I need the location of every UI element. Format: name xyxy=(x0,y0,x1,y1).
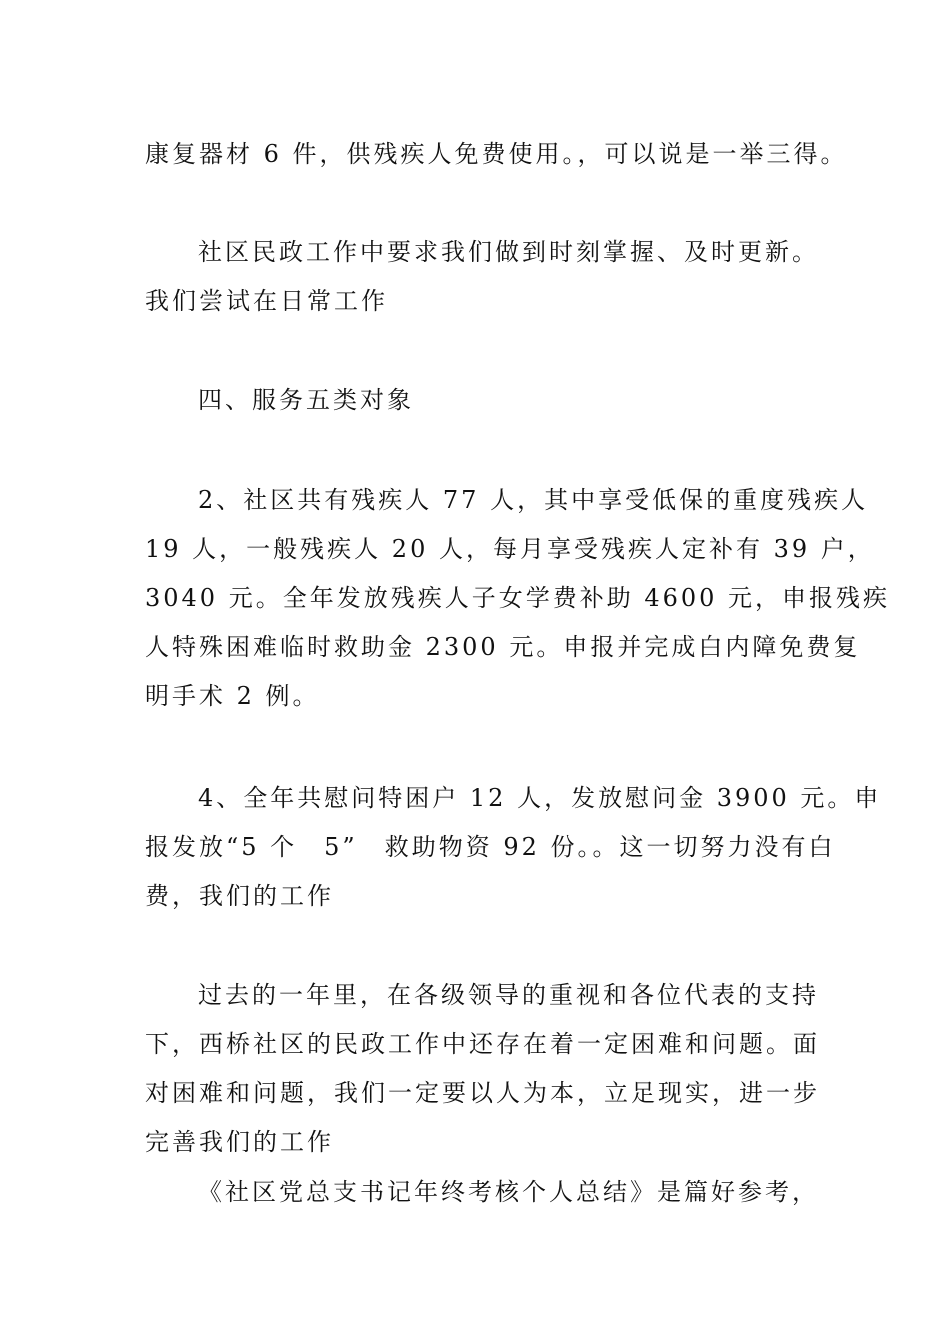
section-heading xyxy=(145,376,810,425)
paragraph-closing-reference xyxy=(145,1168,819,1217)
text-line: 完善我们的工作 xyxy=(145,1128,334,1156)
paragraph-rehab-equipment xyxy=(145,130,848,179)
text-line: 2、社区共有残疾人 77 人，其中享受低保的重度残疾人 xyxy=(198,486,869,514)
paragraph-past-year xyxy=(145,971,820,1167)
text-line: 4、全年共慰问特困户 12 人，发放慰问金 3900 元。申 xyxy=(198,784,882,812)
text-line: 报发放“5 个 5” 救助物资 92 份。。这一切努力没有白 xyxy=(145,833,836,861)
text-line: 四、服务五类对象 xyxy=(198,386,414,414)
text-line: 社区民政工作中要求我们做到时刻掌握、及时更新。 xyxy=(198,238,819,266)
text-line: 《社区党总支书记年终考核个人总结》是篇好参考， xyxy=(198,1178,819,1206)
text-line: 费，我们的工作 xyxy=(145,882,334,910)
text-line: 我们尝试在日常工作 xyxy=(145,287,388,315)
text-line: 下，西桥社区的民政工作中还存在着一定困难和问题。面 xyxy=(145,1030,820,1058)
paragraph-disabled-residents xyxy=(145,476,891,721)
paragraph-hardship-visits xyxy=(145,774,882,921)
text-line: 19 人，一般残疾人 20 人，每月享受残疾人定补有 39 户， xyxy=(145,535,875,563)
text-line: 过去的一年里，在各级领导的重视和各位代表的支持 xyxy=(198,981,819,1009)
paragraph-civil-affairs xyxy=(145,228,819,326)
text-line: 明手术 2 例。 xyxy=(145,682,320,710)
text-line: 人特殊困难临时救助金 2300 元。申报并完成白内障免费复 xyxy=(145,633,861,661)
text-line: 3040 元。全年发放残疾人子女学费补助 4600 元，申报残疾 xyxy=(145,584,891,612)
text-line: 康复器材 6 件，供残疾人免费使用。，可以说是一举三得。 xyxy=(145,140,848,168)
text-line: 对困难和问题，我们一定要以人为本，立足现实，进一步 xyxy=(145,1079,820,1107)
